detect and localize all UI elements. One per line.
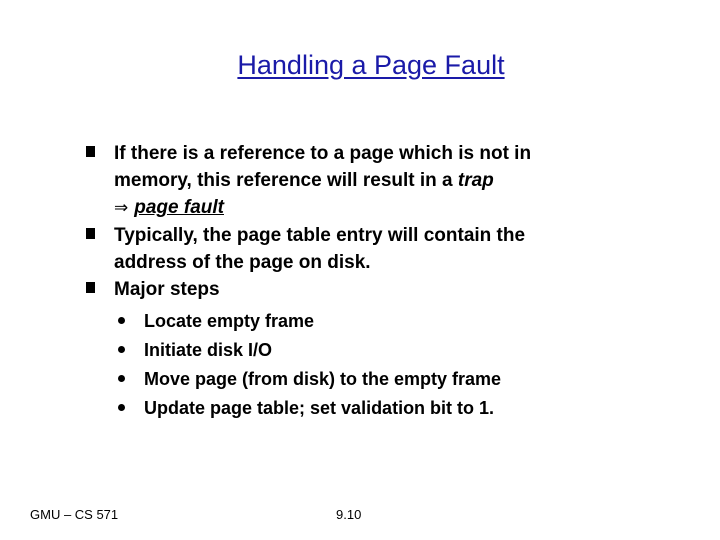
steps-list — [116, 307, 646, 423]
round-bullet-icon — [118, 375, 125, 382]
implies-icon: ⇒ — [114, 198, 129, 218]
footer-course: GMU – CS 571 — [30, 507, 119, 522]
step-text: Initiate disk I/O — [144, 340, 273, 360]
step-text: Move page (from disk) to the empty frame — [144, 369, 502, 389]
trap-term: trap — [457, 170, 494, 191]
round-bullet-icon — [118, 404, 125, 411]
bullet-text-line: Major steps — [114, 279, 220, 300]
step-item — [116, 394, 646, 423]
bullet-item-page-table — [86, 222, 646, 276]
step-item — [116, 365, 646, 394]
bullet-item-major-steps — [86, 276, 646, 303]
page-fault-term: page fault — [134, 197, 224, 218]
round-bullet-icon — [118, 317, 125, 324]
bullet-text-line: address of the page on disk. — [114, 252, 371, 273]
round-bullet-icon — [118, 346, 125, 353]
bullet-item-reference — [86, 140, 646, 222]
square-bullet-icon — [86, 282, 95, 293]
step-item — [116, 336, 646, 365]
footer-page-number: 9.10 — [336, 507, 362, 522]
bullet-text: memory, this reference will result in a — [114, 170, 458, 191]
step-item — [116, 307, 646, 336]
bullet-list — [86, 140, 646, 423]
bullet-text-line — [114, 167, 646, 194]
square-bullet-icon — [86, 146, 95, 157]
square-bullet-icon — [86, 228, 95, 239]
step-text: Locate empty frame — [144, 311, 315, 331]
slide-title: Handling a Page Fault — [237, 50, 505, 80]
bullet-text-line: If there is a reference to a page which is not in — [114, 143, 532, 164]
step-text: Update page table; set validation bit to 1. — [144, 398, 495, 418]
bullet-text-line: Typically, the page table entry will contain the — [114, 225, 526, 246]
bullet-text-line — [114, 194, 646, 222]
